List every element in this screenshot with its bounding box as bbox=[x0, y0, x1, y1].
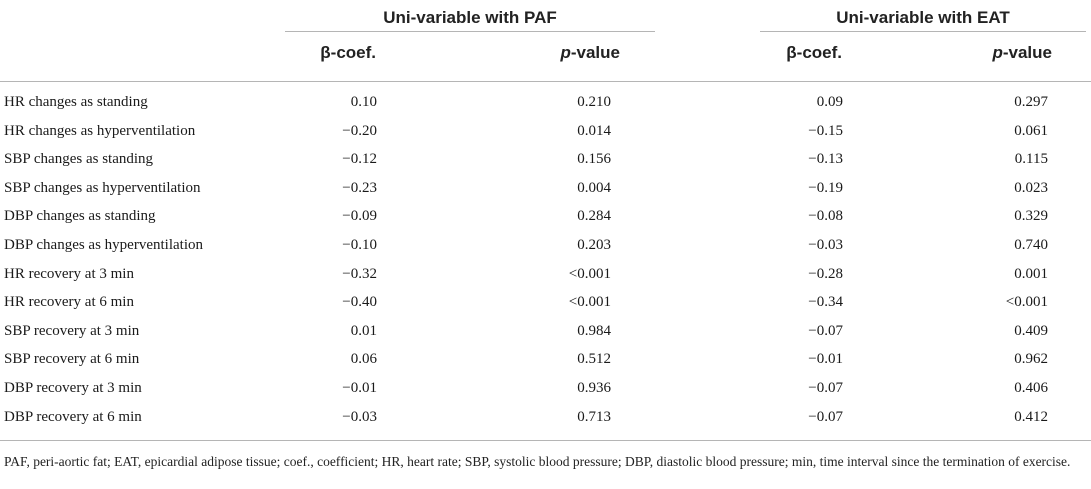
cell-paf-coef: −0.12 bbox=[342, 151, 377, 167]
p-italic: p bbox=[560, 43, 571, 62]
cell-paf-p: <0.001 bbox=[568, 294, 611, 310]
cell-paf-p: 0.284 bbox=[577, 208, 611, 224]
header-rule bbox=[0, 81, 1091, 82]
cell-eat-coef: −0.07 bbox=[808, 409, 843, 425]
group-underline-paf bbox=[285, 31, 655, 32]
cell-eat-p: <0.001 bbox=[1005, 294, 1048, 310]
cell-eat-p: 0.962 bbox=[1014, 351, 1048, 367]
group-header-paf: Uni-variable with PAF bbox=[383, 8, 557, 27]
col-header-eat-pvalue bbox=[950, 43, 1052, 63]
group-underline-eat bbox=[760, 31, 1086, 32]
cell-paf-coef: −0.32 bbox=[342, 266, 377, 282]
row-label: DBP changes as hyperventilation bbox=[4, 237, 203, 253]
cell-paf-coef: 0.06 bbox=[350, 351, 377, 367]
cell-paf-p: 0.936 bbox=[577, 380, 611, 396]
cell-eat-coef: −0.28 bbox=[808, 266, 843, 282]
cell-eat-coef: −0.07 bbox=[808, 380, 843, 396]
cell-eat-p: 0.329 bbox=[1014, 208, 1048, 224]
cell-paf-coef: 0.01 bbox=[350, 323, 377, 339]
col-header-eat-coef: β-coef. bbox=[786, 43, 842, 62]
cell-paf-p: 0.014 bbox=[577, 123, 611, 139]
cell-eat-coef: −0.15 bbox=[808, 123, 843, 139]
cell-paf-p: 0.512 bbox=[577, 351, 611, 367]
row-label: DBP recovery at 6 min bbox=[4, 409, 142, 425]
row-label: HR recovery at 3 min bbox=[4, 266, 134, 282]
cell-paf-coef: −0.01 bbox=[342, 380, 377, 396]
row-label: HR recovery at 6 min bbox=[4, 294, 134, 310]
group-header-eat: Uni-variable with EAT bbox=[836, 8, 1010, 27]
cell-paf-p: 0.156 bbox=[577, 151, 611, 167]
cell-eat-coef: −0.19 bbox=[808, 180, 843, 196]
row-label: HR changes as standing bbox=[4, 94, 148, 110]
bottom-rule bbox=[0, 440, 1091, 441]
cell-eat-p: 0.023 bbox=[1014, 180, 1048, 196]
cell-eat-coef: −0.08 bbox=[808, 208, 843, 224]
cell-paf-p: 0.210 bbox=[577, 94, 611, 110]
col-header-paf-pvalue bbox=[520, 43, 620, 63]
row-label: SBP changes as hyperventilation bbox=[4, 180, 201, 196]
cell-paf-coef: −0.20 bbox=[342, 123, 377, 139]
cell-paf-p: <0.001 bbox=[568, 266, 611, 282]
col-header-paf-coef: β-coef. bbox=[320, 43, 376, 62]
cell-eat-coef: −0.13 bbox=[808, 151, 843, 167]
cell-eat-p: 0.412 bbox=[1014, 409, 1048, 425]
cell-paf-p: 0.713 bbox=[577, 409, 611, 425]
cell-eat-coef: −0.34 bbox=[808, 294, 843, 310]
cell-eat-coef: −0.07 bbox=[808, 323, 843, 339]
row-label: SBP recovery at 6 min bbox=[4, 351, 140, 367]
row-label: SBP recovery at 3 min bbox=[4, 323, 140, 339]
cell-eat-coef: −0.01 bbox=[808, 351, 843, 367]
row-label: SBP changes as standing bbox=[4, 151, 154, 167]
row-label: DBP changes as standing bbox=[4, 208, 156, 224]
cell-eat-p: 0.061 bbox=[1014, 123, 1048, 139]
cell-paf-p: 0.004 bbox=[577, 180, 611, 196]
p-suffix: -value bbox=[570, 43, 620, 62]
p-suffix: -value bbox=[1002, 43, 1052, 62]
p-italic: p bbox=[992, 43, 1003, 62]
row-label: HR changes as hyperventilation bbox=[4, 123, 196, 139]
cell-eat-p: 0.406 bbox=[1014, 380, 1048, 396]
row-label: DBP recovery at 3 min bbox=[4, 380, 142, 396]
cell-paf-coef: 0.10 bbox=[350, 94, 377, 110]
cell-eat-coef: −0.03 bbox=[808, 237, 843, 253]
cell-eat-p: 0.001 bbox=[1014, 266, 1048, 282]
cell-eat-p: 0.740 bbox=[1014, 237, 1048, 253]
cell-paf-coef: −0.03 bbox=[342, 409, 377, 425]
table-footnote: PAF, peri-aortic fat; EAT, epicardial adipose tissue; coef., coefficient; HR, heart rate; SBP, systolic blood pressure; DBP, diastolic blood pressure; min, time interval since the termination of exercise. bbox=[4, 454, 1071, 469]
cell-eat-p: 0.409 bbox=[1014, 323, 1048, 339]
cell-paf-p: 0.203 bbox=[577, 237, 611, 253]
cell-paf-coef: −0.40 bbox=[342, 294, 377, 310]
cell-paf-coef: −0.23 bbox=[342, 180, 377, 196]
cell-eat-coef: 0.09 bbox=[816, 94, 843, 110]
cell-eat-p: 0.297 bbox=[1014, 94, 1048, 110]
cell-eat-p: 0.115 bbox=[1014, 151, 1048, 167]
cell-paf-coef: −0.10 bbox=[342, 237, 377, 253]
cell-paf-coef: −0.09 bbox=[342, 208, 377, 224]
cell-paf-p: 0.984 bbox=[577, 323, 611, 339]
